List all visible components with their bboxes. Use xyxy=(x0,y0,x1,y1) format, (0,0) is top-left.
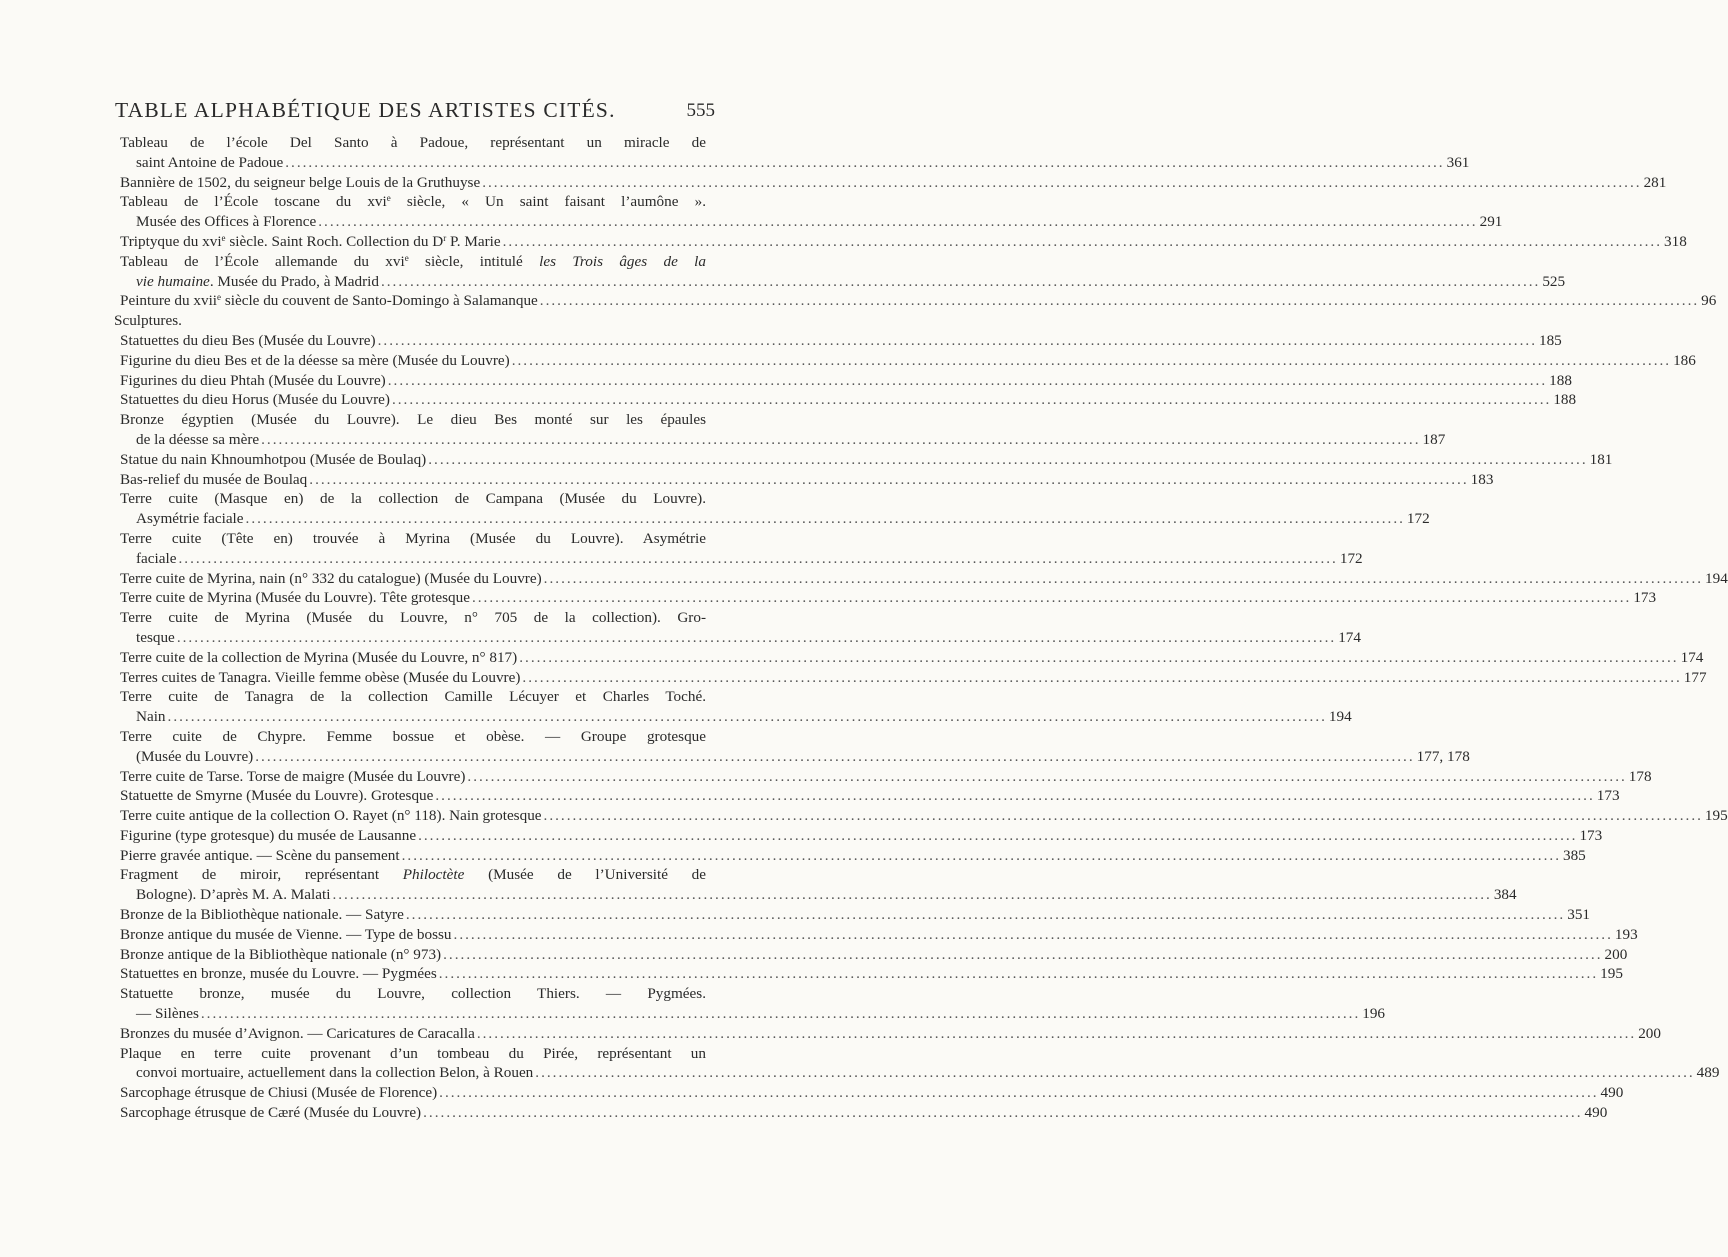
dot-leader: ........................................................................................................................................................................................................ xyxy=(428,450,1588,468)
entry-text: Sarcophage étrusque de Cæré (Musée du Louvre) xyxy=(120,1104,422,1122)
entry-page-number: 187 xyxy=(1422,430,1446,448)
dot-leader: ........................................................................................................................................................................................................ xyxy=(377,331,1537,349)
entry-page-number: 195 xyxy=(1704,807,1728,825)
entry-page-number: 185 xyxy=(1538,331,1562,349)
entry-text: Triptyque du xvi$^e$ siècle. Saint Roch. Collection du $D^r$ P. Marie xyxy=(120,232,501,250)
dot-leader: ........................................................................................................................................................................................................ xyxy=(318,213,1478,231)
entry-text: Peinture du xvii$^e$ siècle du couvent de Santo-Domingo à Salamanque xyxy=(120,292,538,310)
entry-text: Terre cuite de Myrina (Musée du Louvre). Tête grotesque xyxy=(120,589,470,607)
entry-text: Musée des Offices à Florence xyxy=(136,213,317,231)
entry-page-number: 177, 178 xyxy=(1416,747,1470,765)
dot-leader: ........................................................................................................................................................................................................ xyxy=(391,391,1552,409)
dot-leader: ........................................................................................................................................................................................................ xyxy=(543,807,1703,825)
entry-text: Statue du nain Khnoumhotpou (Musée de Boulaq) xyxy=(120,450,427,468)
index-entry-line: Tableau de l’École allemande du xvi$^e$ siècle, intitulé les Trois âges de la xyxy=(120,252,706,270)
dot-leader: ........................................................................................................................................................................................................ xyxy=(543,569,1704,587)
entry-page-number: 384 xyxy=(1493,886,1517,904)
entry-page-number: 174 xyxy=(1338,628,1361,646)
entry-text: faciale xyxy=(136,549,177,567)
dot-leader: ........................................................................................................................................................................................................ xyxy=(482,173,1642,191)
index-entry xyxy=(120,351,1696,371)
entry-page-number: 281 xyxy=(1643,173,1667,191)
index-entry xyxy=(120,450,1613,470)
dot-leader: ........................................................................................................................................................................................................ xyxy=(453,925,1613,943)
dot-leader: ........................................................................................................................................................................................................ xyxy=(176,628,1337,646)
entry-page-number: 525 xyxy=(1542,272,1566,290)
index-entry xyxy=(120,153,1470,173)
index-entry xyxy=(120,747,1470,767)
entry-page-number: 173 xyxy=(1633,589,1657,607)
dot-leader: ........................................................................................................................................................................................................ xyxy=(502,232,1662,250)
entry-page-number: 385 xyxy=(1562,846,1586,864)
dot-leader: ........................................................................................................................................................................................................ xyxy=(471,589,1632,607)
entry-page-number: 177 xyxy=(1683,668,1707,686)
dot-leader: ........................................................................................................................................................................................................ xyxy=(309,470,1469,488)
index-entry xyxy=(120,1063,1720,1083)
dot-leader: ........................................................................................................................................................................................................ xyxy=(423,1104,1583,1122)
entry-page-number: 172 xyxy=(1339,549,1363,567)
entry-page-number: 183 xyxy=(1470,470,1494,488)
dot-leader: ........................................................................................................................................................................................................ xyxy=(261,430,1421,448)
entry-page-number: 318 xyxy=(1664,232,1687,250)
running-title: TABLE ALPHABÉTIQUE DES ARTISTES CITÉS. xyxy=(115,98,616,122)
index-entry xyxy=(120,707,1352,727)
entry-text: Bas-relief du musée de Boulaq xyxy=(120,470,308,488)
index-entry-line: Terre cuite de Myrina (Musée du Louvre, n° 705 de la collection). Gro- xyxy=(120,609,706,627)
entry-text: Statuettes du dieu Bes (Musée du Louvre) xyxy=(120,331,376,349)
dot-leader: ........................................................................................................................................................................................................ xyxy=(511,351,1672,369)
dot-leader: ........................................................................................................................................................................................................ xyxy=(418,826,1578,844)
entry-text: (Musée du Louvre) xyxy=(136,747,254,765)
index-entry-line: Tableau de l’école Del Santo à Padoue, représentant un miracle de xyxy=(120,134,706,151)
index-entry xyxy=(120,1004,1386,1024)
index-entry xyxy=(120,905,1590,925)
index-entry-line: Terre cuite (Tête en) trouvée à Myrina (Musée du Louvre). Asymétrie xyxy=(120,529,706,547)
dot-leader: ........................................................................................................................................................................................................ xyxy=(467,767,1627,785)
index-entry-line: Fragment de miroir, représentant Philoctète (Musée de l’Université de xyxy=(120,866,706,884)
entry-page-number: 200 xyxy=(1638,1024,1661,1042)
entry-text: convoi mortuaire, actuellement dans la collection Belon, à Rouen xyxy=(136,1064,534,1082)
entry-text: — Silènes xyxy=(136,1005,199,1023)
index-entry xyxy=(120,331,1562,351)
index-entry xyxy=(120,291,1717,311)
entry-text: Pierre gravée antique. — Scène du pansement xyxy=(120,846,400,864)
index-entry-line: Tableau de l’École toscane du xvi$^e$ siècle, « Un saint faisant l’aumône ». xyxy=(120,193,706,211)
index-entry xyxy=(120,945,1628,965)
entry-page-number: 194 xyxy=(1705,569,1728,587)
index-entry xyxy=(120,470,1494,490)
entry-text: tesque xyxy=(136,628,175,646)
entry-page-number: 195 xyxy=(1600,965,1623,983)
index-entry xyxy=(120,232,1687,252)
index-entry xyxy=(120,272,1566,292)
index-entry xyxy=(120,1103,1608,1123)
dot-leader: ........................................................................................................................................................................................................ xyxy=(519,648,1679,666)
dot-leader: ........................................................................................................................................................................................................ xyxy=(405,906,1566,924)
index-entry xyxy=(120,885,1517,905)
dot-leader: ........................................................................................................................................................................................................ xyxy=(285,153,1445,171)
dot-leader: ........................................................................................................................................................................................................ xyxy=(167,708,1327,726)
entry-page-number: 194 xyxy=(1328,708,1352,726)
entry-page-number: 173 xyxy=(1579,826,1603,844)
index-entry xyxy=(120,925,1638,945)
entry-page-number: 181 xyxy=(1589,450,1613,468)
entry-page-number: 186 xyxy=(1673,351,1696,369)
entry-text: Nain xyxy=(136,708,166,726)
entry-page-number: 361 xyxy=(1446,153,1470,171)
dot-leader: ........................................................................................................................................................................................................ xyxy=(535,1064,1695,1082)
entry-text: Bronze antique du musée de Vienne. — Type de bossu xyxy=(120,925,452,943)
index-entry xyxy=(120,430,1446,450)
index-entry-line: Terre cuite (Masque en) de la collection de Campana (Musée du Louvre). xyxy=(120,490,706,508)
index-entry xyxy=(120,826,1603,846)
index-entry xyxy=(120,628,1361,648)
index-entry xyxy=(120,668,1707,688)
entry-text: Asymétrie faciale xyxy=(136,510,244,528)
entry-text: Bronze antique de la Bibliothèque nationale (n° 973) xyxy=(120,945,442,963)
dot-leader: ........................................................................................................................................................................................................ xyxy=(380,272,1541,290)
index-list xyxy=(114,133,1728,1123)
index-entry xyxy=(120,212,1503,232)
dot-leader: ........................................................................................................................................................................................................ xyxy=(439,1084,1599,1102)
index-entry-line: Bronze égyptien (Musée du Louvre). Le dieu Bes monté sur les épaules xyxy=(120,411,706,429)
entry-text: Statuettes en bronze, musée du Louvre. — Pygmées xyxy=(120,965,437,983)
entry-page-number: 200 xyxy=(1604,945,1628,963)
entry-page-number: 196 xyxy=(1362,1005,1386,1023)
section-heading: Sculptures. xyxy=(114,312,182,330)
dot-leader: ........................................................................................................................................................................................................ xyxy=(200,1005,1361,1023)
index-entry xyxy=(120,846,1586,866)
entry-text: Figurine du dieu Bes et de la déesse sa mère (Musée du Louvre) xyxy=(120,351,510,369)
dot-leader: ........................................................................................................................................................................................................ xyxy=(332,886,1492,904)
index-entry xyxy=(120,371,1572,391)
entry-text: vie humaine. Musée du Prado, à Madrid xyxy=(136,272,379,290)
index-entry xyxy=(120,509,1430,529)
index-entry xyxy=(120,964,1623,984)
entry-text: Statuette de Smyrne (Musée du Louvre). Grotesque xyxy=(120,787,434,805)
dot-leader: ........................................................................................................................................................................................................ xyxy=(178,549,1338,567)
dot-leader: ........................................................................................................................................................................................................ xyxy=(245,510,1405,528)
dot-leader: ........................................................................................................................................................................................................ xyxy=(522,668,1682,686)
entry-text: Bronze de la Bibliothèque nationale. — Satyre xyxy=(120,906,404,924)
entry-text: saint Antoine de Padoue xyxy=(136,153,284,171)
entry-page-number: 178 xyxy=(1628,767,1652,785)
index-entry-line: Terre cuite de Chypre. Femme bossue et obèse. — Groupe grotesque xyxy=(120,727,706,745)
index-entry xyxy=(120,786,1620,806)
dot-leader: ........................................................................................................................................................................................................ xyxy=(438,965,1599,983)
index-entry xyxy=(120,569,1728,589)
index-entry xyxy=(120,648,1704,668)
page-header xyxy=(115,98,715,124)
entry-page-number: 96 xyxy=(1701,292,1717,310)
index-entry xyxy=(120,806,1728,826)
index-entry xyxy=(120,173,1667,193)
index-entry-line: Plaque en terre cuite provenant d’un tombeau du Pirée, représentant un xyxy=(120,1044,706,1062)
index-entry xyxy=(120,1024,1661,1044)
dot-leader: ........................................................................................................................................................................................................ xyxy=(443,945,1603,963)
entry-page-number: 490 xyxy=(1600,1084,1624,1102)
entry-text: Sarcophage étrusque de Chiusi (Musée de Florence) xyxy=(120,1084,438,1102)
index-entry-line: Terre cuite de Tanagra de la collection Camille Lécuyer et Charles Toché. xyxy=(120,688,706,706)
entry-page-number: 291 xyxy=(1479,213,1503,231)
entry-text: de la déesse sa mère xyxy=(136,430,260,448)
entry-page-number: 351 xyxy=(1567,906,1590,924)
entry-text: Terres cuites de Tanagra. Vieille femme obèse (Musée du Louvre) xyxy=(120,668,521,686)
index-entry xyxy=(120,588,1657,608)
dot-leader: ........................................................................................................................................................................................................ xyxy=(255,747,1415,765)
entry-page-number: 174 xyxy=(1680,648,1704,666)
index-entry xyxy=(120,549,1363,569)
entry-page-number: 172 xyxy=(1406,510,1430,528)
entry-text: Terre cuite de Tarse. Torse de maigre (Musée du Louvre) xyxy=(120,767,466,785)
entry-page-number: 490 xyxy=(1584,1104,1608,1122)
entry-page-number: 193 xyxy=(1614,925,1638,943)
entry-text: Bologne). D’après M. A. Malati xyxy=(136,886,331,904)
entry-page-number: 188 xyxy=(1549,371,1572,389)
dot-leader: ........................................................................................................................................................................................................ xyxy=(476,1024,1637,1042)
page-number: 555 xyxy=(686,100,715,121)
entry-text: Terre cuite de la collection de Myrina (Musée du Louvre, n° 817) xyxy=(120,648,518,666)
entry-page-number: 188 xyxy=(1553,391,1577,409)
entry-text: Bronzes du musée d’Avignon. — Caricatures de Caracalla xyxy=(120,1024,475,1042)
entry-text: Figurines du dieu Phtah (Musée du Louvre) xyxy=(120,371,386,389)
entry-text: Terre cuite de Myrina, nain (n° 332 du catalogue) (Musée du Louvre) xyxy=(120,569,542,587)
entry-text: Statuettes du dieu Horus (Musée du Louvre) xyxy=(120,391,390,409)
entry-text: Figurine (type grotesque) du musée de Lausanne xyxy=(120,826,417,844)
entry-page-number: 173 xyxy=(1596,787,1620,805)
entry-page-number: 489 xyxy=(1696,1064,1720,1082)
index-entry xyxy=(120,390,1577,410)
index-entry-line: Statuette bronze, musée du Louvre, collection Thiers. — Pygmées. xyxy=(120,985,706,1003)
dot-leader: ........................................................................................................................................................................................................ xyxy=(401,846,1561,864)
dot-leader: ........................................................................................................................................................................................................ xyxy=(387,371,1548,389)
entry-text: Terre cuite antique de la collection O. Rayet (n° 118). Nain grotesque xyxy=(120,807,542,825)
entry-text: Bannière de 1502, du seigneur belge Louis de la Gruthuyse xyxy=(120,173,481,191)
dot-leader: ........................................................................................................................................................................................................ xyxy=(435,787,1595,805)
dot-leader: ........................................................................................................................................................................................................ xyxy=(539,292,1700,310)
index-entry xyxy=(120,1083,1624,1103)
index-entry xyxy=(120,767,1652,787)
